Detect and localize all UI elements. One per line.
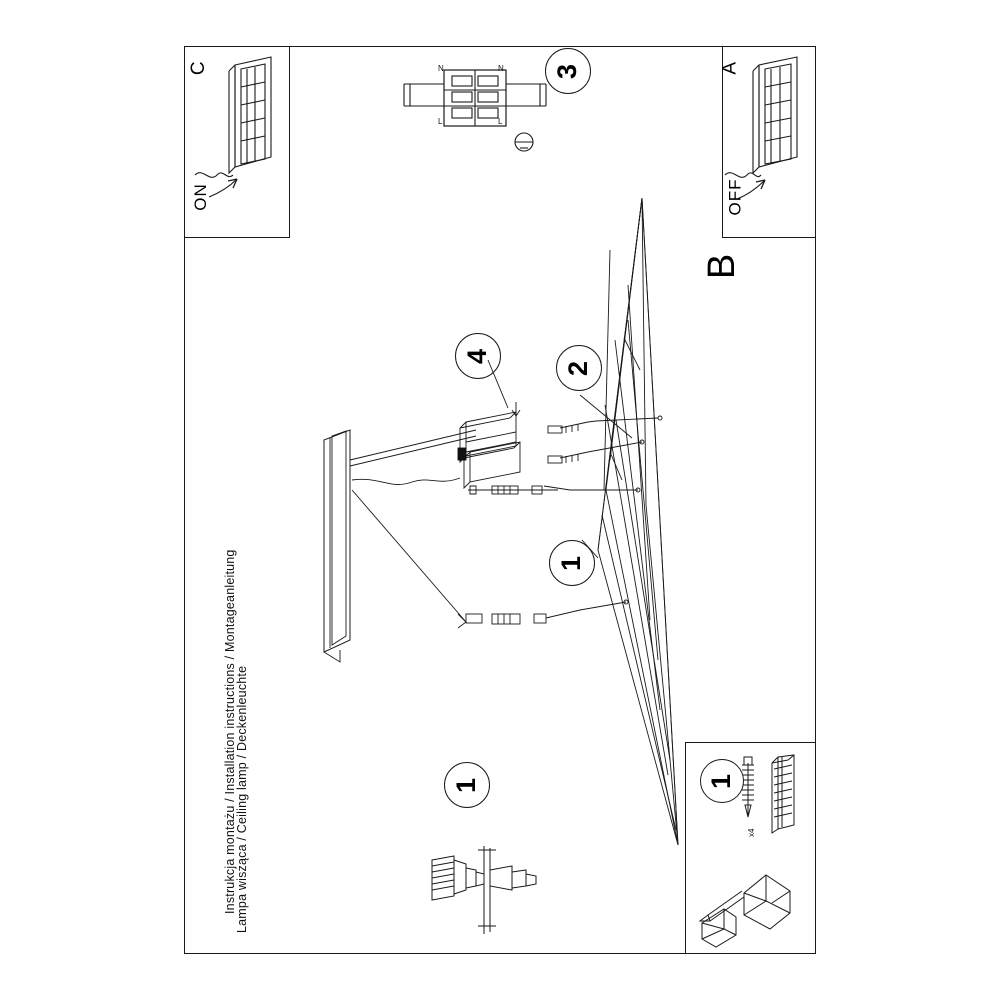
callout-bulb-step-1: 1 (444, 762, 490, 808)
panel-drill-step (685, 742, 816, 954)
panel-c-switch-on (184, 46, 290, 238)
side-text-line-2: Lampa wisząca / Ceiling lamp / Deckenleuchte (235, 665, 249, 933)
callout-1-assembly: 1 (549, 540, 595, 586)
callout-4: 4 (455, 333, 501, 379)
callout-step-3: 3 (545, 48, 591, 94)
svg-text:L: L (498, 117, 503, 126)
panel-a-switch-off (719, 46, 816, 238)
svg-text:x4: x4 (747, 828, 756, 837)
panel-a-letter: A (719, 61, 741, 75)
panel-b-letter: B (701, 253, 744, 280)
callout-leader-lines (280, 190, 720, 870)
panel-c-switch-state: ON (190, 183, 210, 211)
panel-c-letter: C (188, 60, 210, 76)
callout-2: 2 (556, 345, 602, 391)
side-text-line-1: Instrukcja montażu / Installation instructions / Montageanleitung (223, 549, 237, 914)
svg-text:N: N (498, 64, 504, 73)
bulb-diagram (420, 830, 550, 940)
terminal-block-diagram (400, 62, 570, 182)
callout-drill-step-1: 1 (700, 759, 744, 803)
svg-text:L: L (438, 117, 443, 126)
panel-a-switch-state: OFF (725, 178, 745, 216)
svg-text:N: N (438, 64, 444, 73)
